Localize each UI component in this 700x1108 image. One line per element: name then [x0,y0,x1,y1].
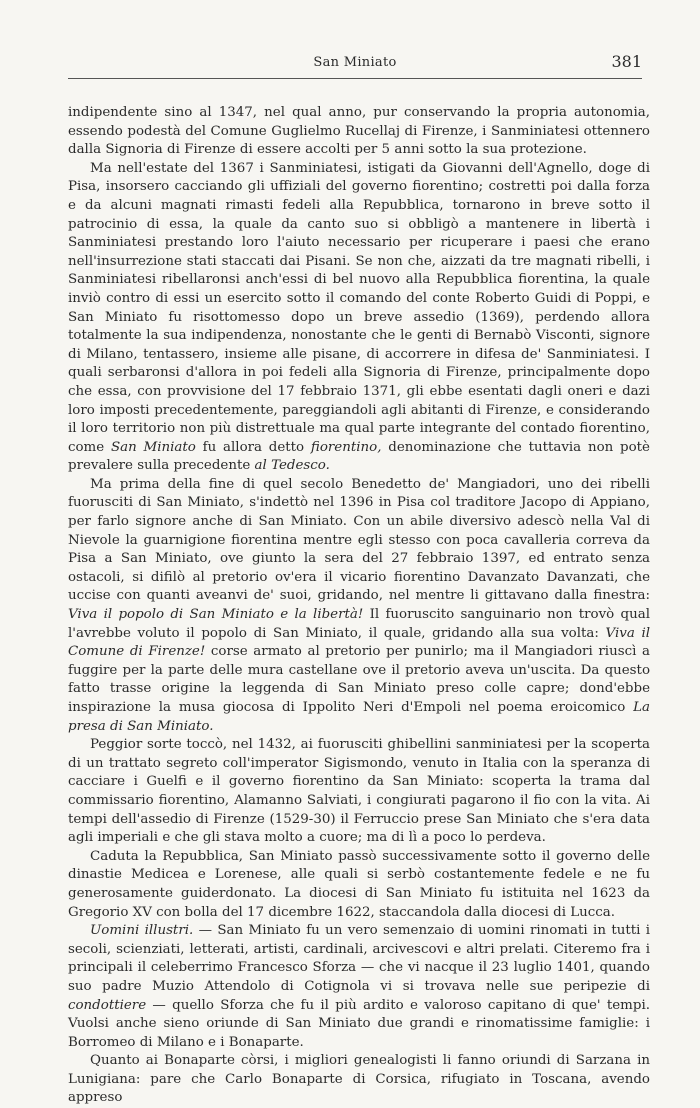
italic-text: Uomini illustri. [90,923,194,939]
paragraph [68,922,650,1052]
italic-text: condottiere [68,997,147,1013]
paragraph [68,476,650,736]
paragraph [68,848,650,922]
paragraph [68,736,650,848]
text-run: Quanto ai Bonaparte còrsi, i migliori genealogisti li fanno oriundi di Sarzana in Lunigiana: pare che Carlo Bonaparte di Corsica, rifugiato in Toscana, avendo appreso [68,1053,650,1106]
running-title: San Miniato [313,55,397,70]
text-run: Caduta la Repubblica, San Miniato passò successivamente sotto il governo delle dinastie Medicea e Lorenese, alle quali si serbò costantemente fedele e ne fu generosamente guiderdonato. La diocesi di San Miniato fu istituita nel 1623 da Gregorio XV con bolla del 17 dicembre 1622, staccandola dalla diocesi di Lucca. [68,848,650,920]
text-run: — quello Sforza che fu il più ardito e valoroso capitano di que' tempi. Vuolsi anche sieno oriunde di San Miniato due grandi e rinomatissime famiglie: i Borromeo di Milano e i Bonaparte. [68,997,650,1050]
body-text [68,104,650,1108]
italic-text: La presa di San Miniato. [68,700,650,734]
text-run: corse armato al pretorio per punirlo; ma il Mangiadori riuscì a fuggire per la parte delle mura castellane ove il pretorio aveva un'uscita. Da questo fatto trasse origine la leggenda di San Miniato preso colle capre; dond'ebbe inspirazione la musa giocosa di Ippolito Neri d'Empoli nel poema eroicomico [68,644,650,715]
italic-text: Viva il popolo di San Miniato e la libertà! [68,607,364,623]
running-header [68,52,642,79]
page-number: 381 [611,52,642,71]
italic-text: San Miniato [110,439,196,455]
paragraph [68,160,650,476]
text-run: denominazione che tuttavia non potè prevalere sulla precedente [68,439,650,474]
paragraph [68,1052,650,1108]
italic-text: al Tedesco. [254,458,330,474]
text-run: indipendente sino al 1347, nel qual anno, pur conservando la propria autonomia, essendo podestà del Comune Guglielmo Rucellaj di Firenze, i Sanminiatesi ottennero dalla Signoria di Firenze di essere accolti per 5 anni sotto la sua protezione. [68,105,650,158]
text-run: fu allora detto [195,439,311,455]
text-run: Peggior sorte toccò, nel 1432, ai fuorusciti ghibellini sanminiatesi per la scoperta di un trattato segreto coll'imperator Sigismondo, venuto in Italia con la speranza di cacciare i Guelfi e il governo fiorentino da San Miniato: scoperta la trama dal commissario fiorentino, Alamanno Salviati, i congiurati pagarono il fio con la vita. Ai tempi dell'assedio di Firenze (1529-30) il Ferruccio prese San Miniato che s'era data agli imperiali e che gli stava molto a cuore; ma di lì a poco lo perdeva. [68,737,650,846]
paragraph [68,104,650,160]
italic-text: fiorentino, [310,439,382,455]
text-run: Ma nell'estate del 1367 i Sanminiatesi, istigati da Giovanni dell'Agnello, doge di Pisa, insorsero cacciando gli uffiziali del governo fiorentino; costretti poi dalla forza e da alcuni magnati rimasti fedeli alla Repubblica, tornarono in breve sotto il patrocinio di essa, la quale da canto suo si obbligò a mantenere in libertà i Sanminiatesi prestando loro l'aiuto necessario per ricuperare i paesi che erano nell'insurrezione stati staccati dai Pisani. Se non che, aizzati da tre magnati ribelli, i Sanminiatesi ribellaronsi anch'essi di bel nuovo alla Repubblica fiorentina, la quale inviò contro di essi un esercito sotto il comando del conte Roberto Guidi di Poppi, e San Miniato fu risottomesso dopo un breve assedio (1369), perdendo allora totalmente la sua indipendenza, nonostante che le genti di Bernabò Visconti, signore di Milano, tentassero, insieme alle pisane, di accorrere in difesa de' Sanminiatesi. I quali serbaronsi d'allora in poi fedeli alla Signoria di Firenze, principalmente dopo che essa, con provvisione del 17 febbraio 1371, gli ebbe esentati dagli oneri e dazi loro imposti precedentemente, pareggiandoli agli abitanti di Firenze, e considerando il loro territorio non più distrettuale ma qual parte integrante del contado fiorentino, come [68,160,650,455]
text-run: Ma prima della fine di quel secolo Benedetto de' Mangiadori, uno dei ribelli fuorusciti di San Miniato, s'indettò nel 1396 in Pisa col traditore Jacopo di Appiano, per farlo signore anche di San Miniato. Con un abile diversivo adescò nella Val di Nievole la guarnigione fiorentina mentre egli stesso con poca cavalleria correva da Pisa a San Miniato, ove giunto la sera del 27 febbraio 1397, ed entrato senza ostacoli, si difilò al pretorio ov'era il vicario fiorentino Davanzato Davanzati, che uccise con quanti aveanvi de' suoi, gridando, nel mentre li gittavano dalla finestra: [68,476,650,604]
italic-text: Viva il Comune di Firenze! [68,625,651,660]
text-run: Il fuoruscito sanguinario non trovò qual l'avrebbe voluto il popolo di San Miniato, il quale, gridando alla sua volta: [68,607,650,641]
text-run: — San Miniato fu un vero semenzaio di uomini rinomati in tutti i secoli, scienziati, letterati, artisti, cardinali, arcivescovi e altri prelati. Citeremo fra i principali il celeberrimo Francesco Sforza — che vi nacque il 23 luglio 1401, quando suo padre Muzio Attendolo di Cotignola vi si trovava nelle sue peripezie di [68,923,651,994]
